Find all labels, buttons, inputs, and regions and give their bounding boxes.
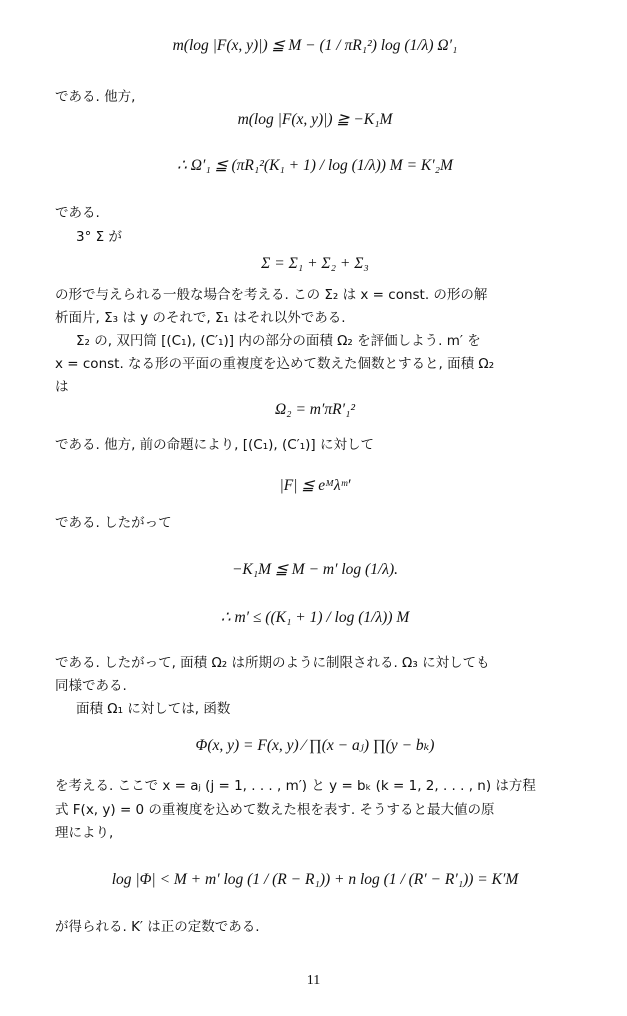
equation: −K₁M ≦ M − m′ log (1/λ). [231,561,399,578]
text-line: である. 他方, [55,89,136,105]
text-line: 理により, [55,825,114,841]
equation: ∴ m′ ≤ ((K₁ + 1) / log (1/λ)) M [220,609,410,626]
text-line: が得られる. K′ は正の定数である. [55,919,260,935]
equation: Σ = Σ₁ + Σ₂ + Σ₃ [261,255,369,272]
text-line: である. したがって, 面積 Ω₂ は所期のように制限される. Ω₃ に対しても [55,655,490,671]
text-line: は [55,379,69,395]
equation: Φ(x, y) = F(x, y) ⁄ ∏(x − aⱼ) ∏(y − bₖ) [195,737,435,754]
text-line: Σ₂ の, 双円筒 [(C₁), (C′₁)] 内の部分の面積 Ω₂ を評価しよう. m′ を [76,333,481,349]
text-line: である. 他方, 前の命題により, [(C₁), (C′₁)] に対して [55,437,374,453]
text-line: 式 F(x, y) = 0 の重複度を込めて数えた根を表す. そうすると最大値の原 [55,802,495,818]
text-line: 面積 Ω₁ に対しては, 函数 [76,701,231,717]
text-line: 同様である. [55,678,127,694]
text-line: を考える. ここで x = aⱼ (j = 1, . . . , m′) と y = bₖ (k = 1, 2, . . . , n) は方程 [55,778,536,794]
equation: log |Φ| < M + m′ log (1 / (R − R₁)) + n log (1 / (R′ − R′₁)) = K′M [111,871,519,888]
text-line: 析面片, Σ₃ は y のそれで, Σ₁ はそれ以外である. [55,310,346,326]
text-line: 3° Σ が [76,229,122,245]
text-line: である. [55,205,100,221]
page-number: 11 [306,973,321,988]
equation: ∴ Ω′₁ ≦ (πR₁²(K₁ + 1) / log (1/λ)) M = K′₂M [177,157,453,174]
equation: m(log |F(x, y)|) ≦ M − (1 / πR₁²) log (1/λ) Ω′₁ [172,37,458,54]
equation: Ω₂ = m′πR′₁² [274,401,356,418]
text-line: である. したがって [55,515,172,531]
text-line: の形で与えられる一般な場合を考える. この Σ₂ は x = const. の形の解 [55,287,488,303]
text-line: x = const. なる形の平面の重複度を込めて数えた個数とすると, 面積 Ω₂ [55,356,495,372]
equation: |F| ≦ eᴹλᵐ′ [279,477,351,494]
equation: m(log |F(x, y)|) ≧ −K₁M [237,111,393,128]
